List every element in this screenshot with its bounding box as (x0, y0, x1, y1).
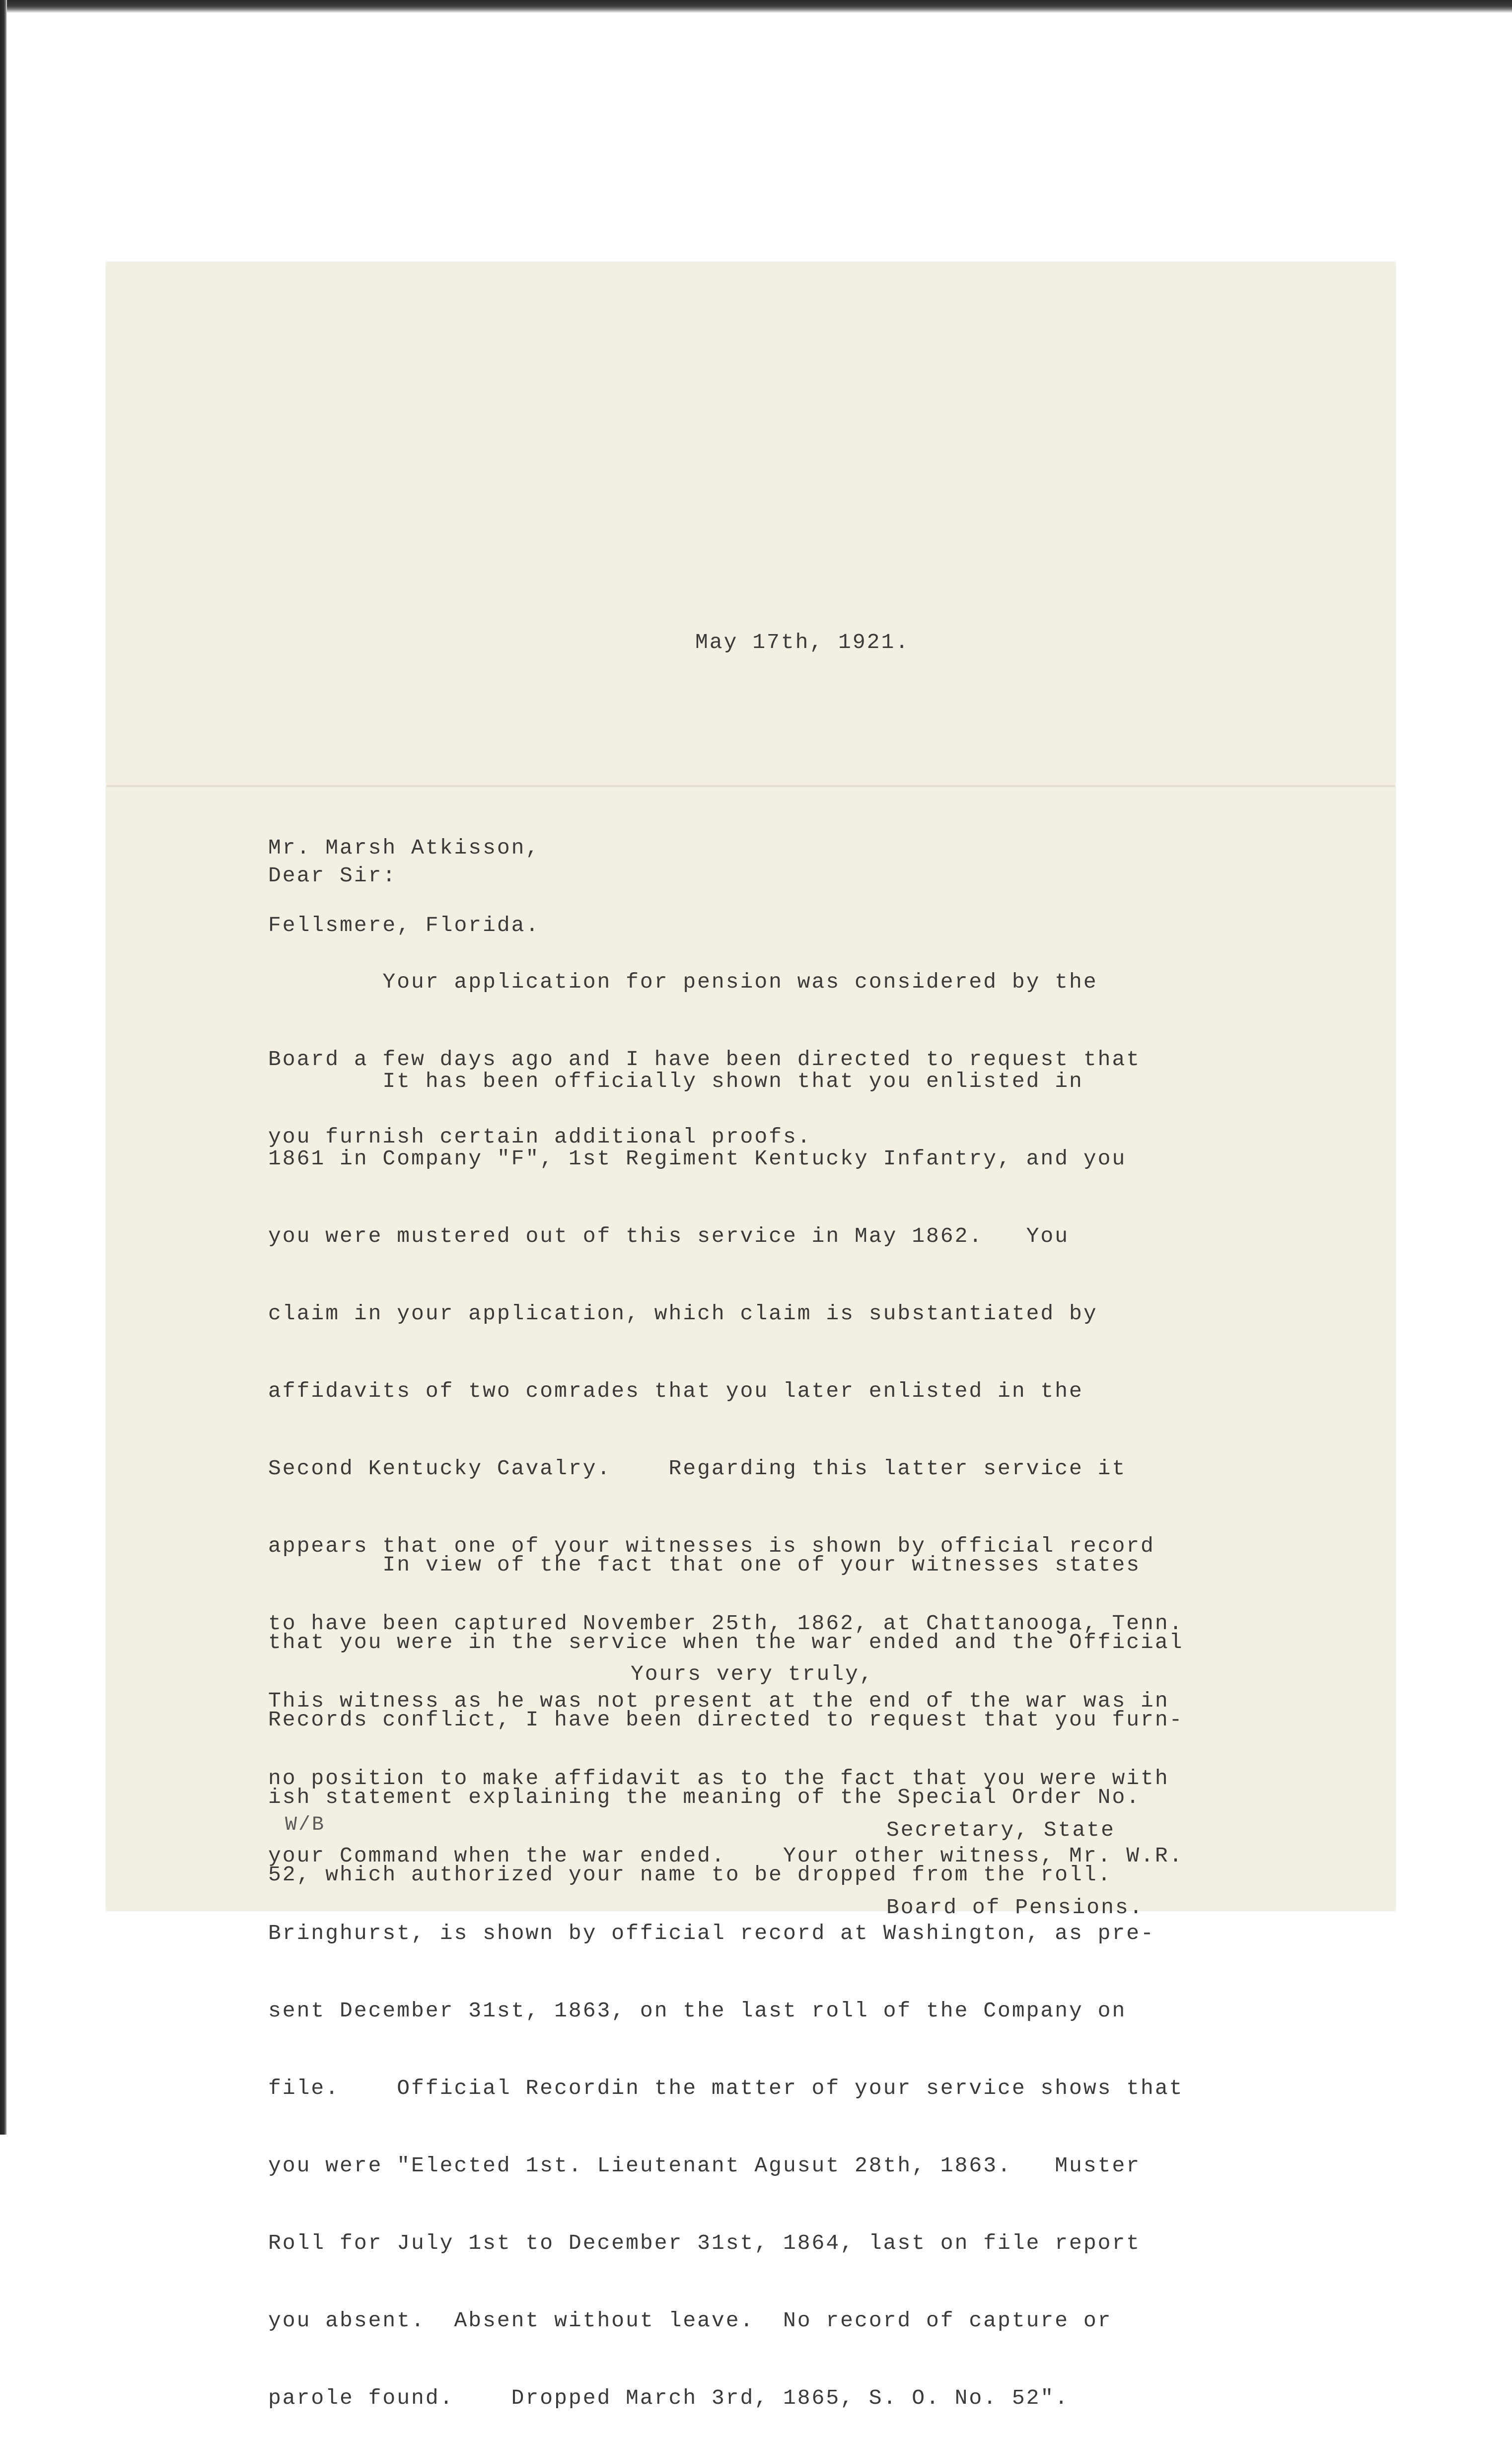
paragraph-line: Records conflict, I have been directed to request that you furn- (268, 1708, 1184, 1732)
recipient-location: Fellsmere, Florida. (268, 913, 540, 937)
paragraph-line: you absent. Absent without leave. No record of capture or (268, 2308, 1112, 2333)
paragraph-line: parole found. Dropped March 3rd, 1865, S. O. No. 52". (268, 2386, 1070, 2410)
paragraph-line: Roll for July 1st to December 31st, 1864, last on file report (268, 2231, 1141, 2255)
paragraph-line: you furnish certain additional proofs. (268, 1125, 812, 1149)
paragraph-line: appears that one of your witnesses is shown by official record (268, 1534, 1155, 1558)
paragraph-line: 1861 in Company "F", 1st Regiment Kentucky Infantry, and you (268, 1147, 1127, 1171)
scan-left-edge (0, 0, 7, 2135)
complimentary-close: Yours very truly, (631, 1662, 874, 1686)
paragraph-line: you were mustered out of this service in May 1862. You (268, 1224, 1070, 1248)
paragraph-line: This witness as he was not present at the end of the war was in (268, 1689, 1169, 1713)
paragraph-line: Your application for pension was considered by the (268, 970, 1098, 994)
paragraph-line: Second Kentucky Cavalry. Regarding this latter service it (268, 1456, 1127, 1481)
signature-office: Board of Pensions. (886, 1895, 1144, 1920)
salutation: Dear Sir: (268, 863, 397, 888)
typist-initials: W/B (285, 1814, 326, 1836)
paragraph-line: to have been captured November 25th, 1862, at Chattanooga, Tenn. (268, 1611, 1184, 1636)
paragraph-line: Board a few days ago and I have been directed to request that (268, 1047, 1141, 1072)
scan-top-edge (0, 0, 1512, 13)
paragraph-line: 52, which authorized your name to be dropped from the roll. (268, 1863, 1112, 1887)
signature-title: Secretary, State (886, 1818, 1115, 1842)
recipient-name: Mr. Marsh Atkisson, (268, 836, 540, 860)
paragraph-line: It has been officially shown that you enlisted in (268, 1069, 1083, 1093)
paragraph-line: sent December 31st, 1863, on the last roll of the Company on (268, 1999, 1127, 2023)
signature-block (886, 1766, 1144, 1946)
paragraph-line: In view of the fact that one of your witnesses states (268, 1553, 1141, 1577)
paragraph-line: file. Official Recordin the matter of your service shows that (268, 2076, 1184, 2100)
paragraph-line: your Command when the war ended. Your other witness, Mr. W.R. (268, 1844, 1184, 1868)
letter-date: May 17th, 1921. (695, 630, 910, 654)
paragraph-line: no position to make affidavit as to the fact that you were with (268, 1766, 1169, 1791)
paragraph-line: claim in your application, which claim is substantiated by (268, 1301, 1098, 1326)
paragraph-line: that you were in the service when the war ended and the Official (268, 1630, 1184, 1654)
paragraph-line: Bringhurst, is shown by official record at Washington, as pre- (268, 1921, 1155, 1945)
paragraph-line: affidavits of two comrades that you later enlisted in the (268, 1379, 1083, 1403)
paragraph-line: you were "Elected 1st. Lieutenant Agusut 28th, 1863. Muster (268, 2153, 1141, 2178)
paragraph-line: ish statement explaining the meaning of the Special Order No. (268, 1785, 1141, 1809)
